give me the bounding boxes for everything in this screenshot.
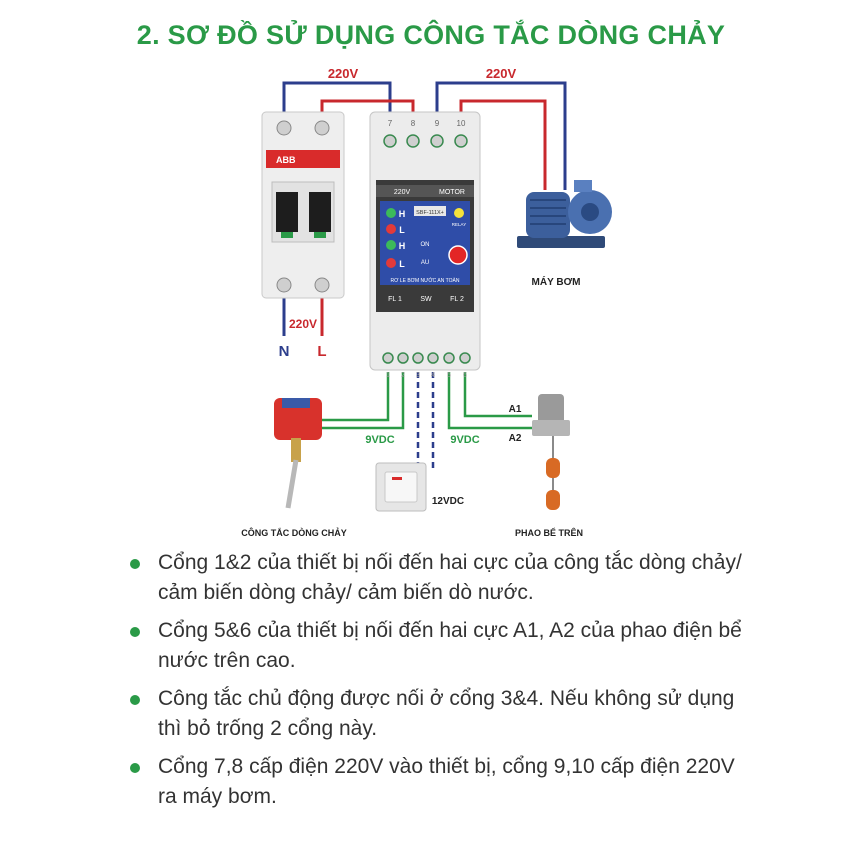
a1-label: A1: [508, 404, 522, 415]
breaker-input-label: 220V: [288, 317, 318, 331]
terminal-label-8: 8: [410, 119, 416, 128]
relay-label-220v: 220V: [393, 189, 411, 196]
breaker-brand: ABB: [276, 155, 296, 165]
list-item: [128, 752, 748, 812]
au-label: AU: [420, 260, 430, 266]
breaker-screw-bottom-2: [315, 278, 329, 292]
supply-label-right: 220V: [485, 66, 517, 81]
relay-indicator: [454, 208, 464, 218]
terminal-screw-10: [455, 135, 467, 147]
list-item: [128, 616, 748, 676]
float-switch-icon: [532, 394, 570, 510]
circuit-breaker: [262, 112, 344, 298]
h-label-2: H: [398, 241, 406, 251]
terminal-screw-7: [384, 135, 396, 147]
terminal-screw-3: [413, 353, 423, 363]
terminal-label-4: 4: [431, 372, 435, 379]
terminal-screw-6: [460, 353, 470, 363]
neutral-label: N: [278, 343, 290, 360]
terminal-label-2: 2: [401, 372, 405, 379]
l-label-2: L: [399, 259, 405, 269]
bullet-dot-icon: [130, 763, 140, 773]
terminal-screw-2: [398, 353, 408, 363]
relay-device: [370, 112, 480, 370]
live-label: L: [317, 343, 327, 360]
terminal-screw-5: [444, 353, 454, 363]
l-label-1: L: [399, 225, 405, 235]
on-label: ON: [420, 242, 430, 248]
relay-push-button[interactable]: [449, 246, 467, 264]
relay-indicator-label: RELAY: [451, 222, 467, 227]
terminal-label-1: 1: [386, 372, 390, 379]
right-9vdc-label: 9VDC: [450, 434, 480, 446]
h-indicator-1: [386, 208, 396, 218]
terminal-screw-1: [383, 353, 393, 363]
terminal-label-3: 3: [416, 372, 420, 379]
terminal-label-5: 5: [447, 372, 451, 379]
pump-label: MÁY BƠM: [531, 277, 581, 288]
l-indicator-1: [386, 224, 396, 234]
terminal-screw-8: [407, 135, 419, 147]
bullet-dot-icon: [130, 695, 140, 705]
bullet-text: Công tắc chủ động được nối ở cổng 3&4. Nếu không sử dụng thì bỏ trống 2 cổng này.: [158, 687, 735, 740]
a2-label: A2: [508, 433, 522, 444]
bullet-text: Cổng 5&6 của thiết bị nối đến hai cực A1, A2 của phao điện bể nước trên cao.: [158, 619, 742, 672]
terminal-label-7: 7: [387, 119, 393, 128]
page-title: 2. SƠ ĐỒ SỬ DỤNG CÔNG TẮC DÒNG CHẢY: [136, 20, 726, 50]
breaker-screw-top-2: [315, 121, 329, 135]
breaker-screw-bottom-1: [277, 278, 291, 292]
bullet-dot-icon: [130, 559, 140, 569]
terminal-screw-4: [428, 353, 438, 363]
relay-model: SBF-111X+: [416, 210, 444, 216]
water-pump-icon: [517, 180, 612, 248]
bullet-text: Cổng 1&2 của thiết bị nối đến hai cực của công tắc dòng chảy/ cảm biến dòng chảy/ cảm biến dò nước.: [158, 551, 742, 604]
wire-float-6: [465, 372, 532, 416]
relay-fl2: FL 2: [450, 296, 464, 303]
supply-label-left: 220V: [327, 66, 359, 81]
terminal-label-9: 9: [434, 119, 440, 128]
list-item: [128, 684, 748, 744]
relay-name: RƠ LE BƠM NƯỚC AN TOÀN: [390, 278, 460, 284]
l-indicator-2: [386, 258, 396, 268]
wall-switch-icon[interactable]: [376, 463, 426, 511]
float-label: PHAO BỂ TRÊN: [514, 528, 584, 538]
usage-notes-list: [128, 548, 748, 820]
left-9vdc-label: 9VDC: [365, 434, 395, 446]
wire-float-5: [449, 372, 532, 428]
list-item: [128, 548, 748, 608]
h-label-1: H: [398, 209, 406, 219]
flow-switch-label: CÔNG TẮC DÒNG CHẢY: [241, 528, 347, 538]
flow-switch-icon: [274, 398, 322, 508]
bullet-dot-icon: [130, 627, 140, 637]
switch-12vdc-label: 12VDC: [431, 496, 465, 507]
h-indicator-2: [386, 240, 396, 250]
relay-label-motor: MOTOR: [439, 189, 465, 196]
wire-flow-1: [318, 372, 388, 420]
bullet-text: Cổng 7,8 cấp điện 220V vào thiết bị, cổng 9,10 cấp điện 220V ra máy bơm.: [158, 755, 735, 808]
terminal-label-6: 6: [463, 372, 467, 379]
breaker-lever-1[interactable]: [276, 192, 298, 232]
relay-sw: SW: [420, 296, 432, 303]
terminal-screw-9: [431, 135, 443, 147]
relay-fl1: FL 1: [388, 296, 402, 303]
breaker-lever-2[interactable]: [309, 192, 331, 232]
breaker-screw-top-1: [277, 121, 291, 135]
terminal-label-10: 10: [456, 119, 466, 128]
